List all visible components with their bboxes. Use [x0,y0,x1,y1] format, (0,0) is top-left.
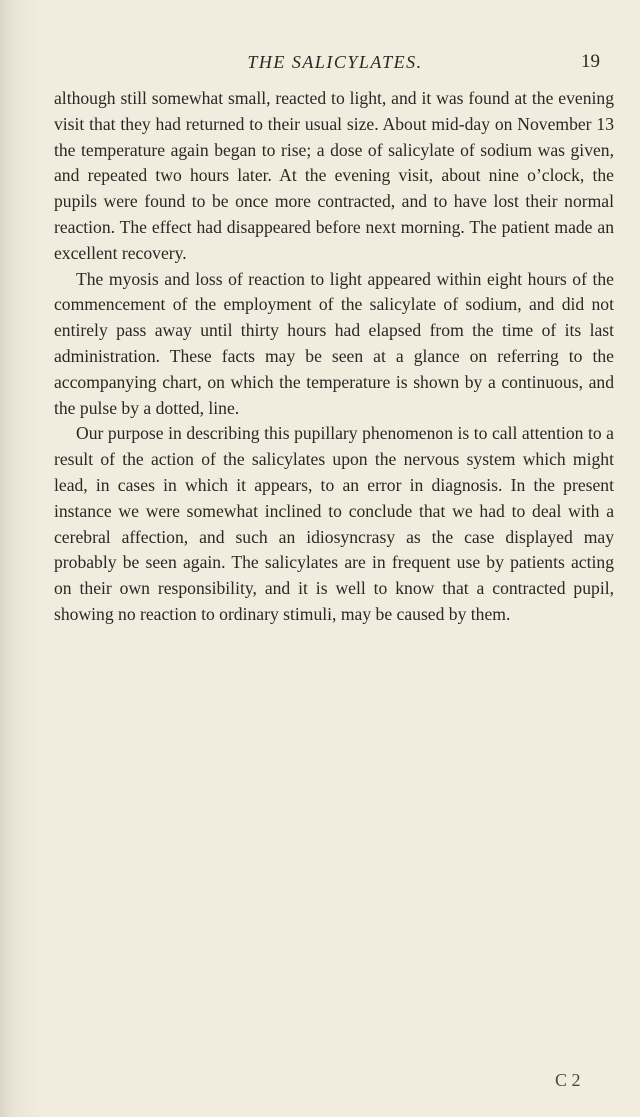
paragraph-1: although still somewhat small, reacted to light, and it was found at the evening visit that they had returned to their usual size. About mid-day on November 13 the temperature again began to rise; a dose of salicylate of sodium was given, and repeated two hours later. At the evening visit, about nine o’clock, the pupils were found to be once more contracted, and to have lost their normal reaction. The effect had disappeared before next morning. The patient made an excellent recovery. [54,88,614,263]
running-head: THE SALICYLATES. [247,52,423,72]
page-number: 19 [581,51,600,72]
signature-mark: C 2 [555,1070,581,1090]
page-header [70,50,600,78]
body-text [54,86,614,628]
paragraph-3: Our purpose in describing this pupillary phenomenon is to call attention to a result of the action of the salicylates upon the nervous system which might lead, in cases in which it appears, to an error in diagnosis. In the present instance we were somewhat inclined to conclude that we had to deal with a cerebral affection, and such an idiosyncrasy as the case displayed may probably be seen again. The salicylates are in frequent use by patients acting on their own responsibility, and it is well to know that a contracted pupil, showing no reaction to ordinary stimuli, may be caused by them. [54,423,614,624]
paragraph-2: The myosis and loss of reaction to light appeared within eight hours of the commencement of the employment of the salicylate of sodium, and did not entirely pass away until thirty hours had elapsed from the time of its last administration. These facts may be seen at a glance on referring to the accompanying chart, on which the temperature is shown by a continuous, and the pulse by a dotted, line. [54,268,614,418]
